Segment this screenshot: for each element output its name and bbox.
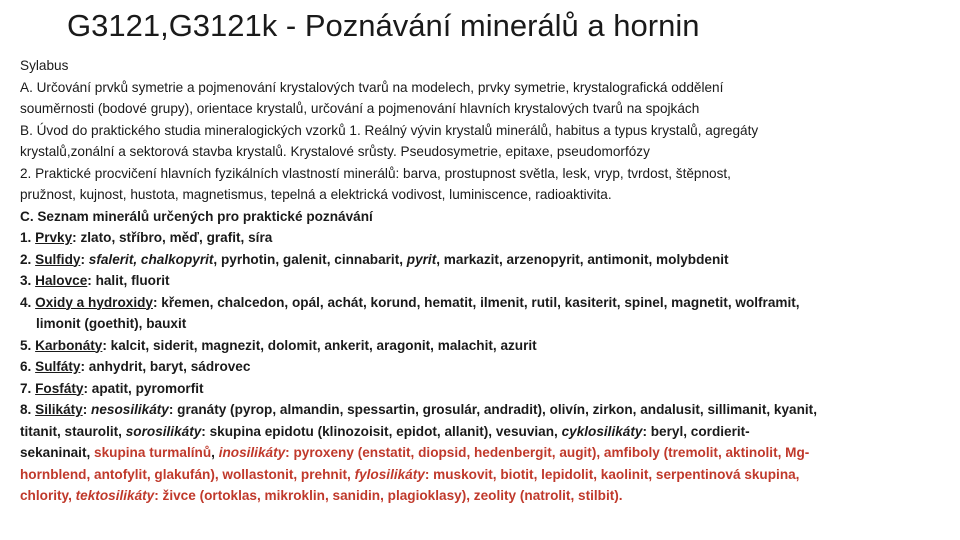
category-label-silikaty: Silikáty	[35, 402, 83, 417]
list-item-sulfidy	[20, 249, 950, 271]
section-a-line-1: A. Určování prvků symetrie a pojmenování krystalových tvarů na modelech, prvky symetrie, krystalografická oddělení	[20, 79, 724, 95]
italic-minerals: sfalerit, chalkopyrit	[88, 251, 214, 267]
section-b-line-2: krystalů,zonální a sektorová stavba krystalů. Krystalové srůsty. Pseudosymetrie, epitaxe, pseudomorfózy	[20, 144, 650, 159]
list-item-prvky	[20, 227, 950, 249]
section-b-line-1: B. Úvod do praktického studia mineralogických vzorků 1. Reálný vývin krystalů minerálů, habitus a typus krystalů, agregáty	[20, 122, 759, 138]
list-item-halovce	[20, 270, 950, 292]
mineral-list: : apatit, pyromorfit	[83, 380, 204, 396]
item-number: 8.	[20, 402, 36, 417]
mineral-list: : beryl, cordierit-	[642, 423, 750, 439]
section-a-line-2: souměrnosti (bodové grupy), orientace krystalů, určování a pojmenování hlavních krystalových tvarů na spojkách	[20, 101, 700, 116]
syllabus-label: Sylabus	[20, 58, 69, 73]
list-item-karbonaty	[20, 335, 950, 357]
page-title: G3121,G3121k - Poznávání minerálů a hornin	[67, 8, 700, 43]
mineral-list-fylo-continued: chlority,	[20, 488, 76, 503]
category-label-oxidy: Oxidy a hydroxidy	[35, 294, 153, 310]
separator: ,	[211, 445, 219, 460]
section-2-line-1: 2. Praktické procvičení hlavních fyzikálních vlastností minerálů: barva, prostupnost světla, lesk, vryp, tvrdost, štěpnost,	[20, 165, 731, 181]
subgroup-fylosilikaty: fylosilikáty	[354, 466, 425, 482]
mineral-list: , pyrhotin, galenit, cinnabarit,	[213, 251, 407, 267]
item-number: 5.	[20, 337, 36, 353]
mineral-list: : granáty (pyrop, almandin, spessartin, grosulár, andradit), olivín, zirkon, andalusit, sillimanit, kyanit,	[168, 402, 817, 417]
mineral-list: : kalcit, siderit, magnezit, dolomit, ankerit, aragonit, malachit, azurit	[102, 337, 537, 353]
list-item-oxidy	[20, 292, 950, 314]
item-number: 2.	[20, 251, 36, 267]
mineral-list: : halit, fluorit	[87, 273, 170, 288]
category-label-sulfaty: Sulfáty	[35, 359, 81, 374]
item-number: 7.	[20, 380, 36, 396]
category-label-prvky: Prvky	[35, 230, 73, 245]
subgroup-inosilikaty: inosilikáty	[218, 445, 286, 460]
mineral-list-ino: : pyroxeny (enstatit, diopsid, hedenbergit, augit), amfiboly (tremolit, aktinolit, Mg-	[285, 445, 810, 460]
mineral-list-end: , markazit, arzenopyrit, antimonit, molybdenit	[436, 251, 729, 267]
list-item-fosfaty	[20, 378, 950, 400]
mineral-list-fylo: : muskovit, biotit, lepidolit, kaolinit, serpentinová skupina,	[424, 466, 800, 482]
item-number: 3.	[20, 273, 36, 288]
list-item-sulfaty	[20, 356, 950, 378]
list-item-silikaty-line-4	[20, 464, 950, 486]
separator: :	[80, 251, 89, 267]
separator: :	[82, 402, 92, 417]
mineral-list: : křemen, chalcedon, opál, achát, korund, hematit, ilmenit, rutil, kasiterit, spinel, magnetit, wolframit,	[152, 294, 800, 310]
mineral-list: : skupina epidotu (klinozoisit, epidot, allanit), vesuvian,	[201, 423, 562, 439]
italic-mineral-pyrit: pyrit	[406, 251, 437, 267]
section-c-heading: C. Seznam minerálů určených pro praktické poznávání	[20, 208, 373, 224]
category-label-fosfaty: Fosfáty	[35, 380, 84, 396]
subgroup-nesosilikaty: nesosilikáty	[91, 402, 169, 417]
list-item-silikaty-line-5	[20, 485, 950, 507]
section-2-line-2: pružnost, kujnost, hustota, magnetismus, tepelná a elektrická vodivost, luminiscence, radioaktivita.	[20, 187, 612, 202]
mineral-list: : zlato, stříbro, měď, grafit, síra	[72, 230, 273, 245]
turmaline-group: skupina turmalínů	[94, 445, 212, 460]
mineral-list-tekto: : živce (ortoklas, mikroklin, sanidin, plagioklasy), zeolity (natrolit, stilbit).	[154, 488, 623, 503]
mineral-list: titanit, staurolit,	[20, 423, 126, 439]
list-item-silikaty	[20, 399, 950, 421]
subgroup-tektosilikaty: tektosilikáty	[75, 488, 155, 503]
syllabus-body	[20, 55, 950, 507]
item-number: 4.	[20, 294, 36, 310]
category-label-halovce: Halovce	[35, 273, 88, 288]
subgroup-sorosilikaty: sorosilikáty	[125, 423, 202, 439]
category-label-sulfidy: Sulfidy	[35, 251, 81, 267]
list-item-silikaty-line-2	[20, 421, 950, 443]
category-label-karbonaty: Karbonáty	[35, 337, 103, 353]
list-item-silikaty-line-3	[20, 442, 950, 464]
list-item-oxidy-continued: limonit (goethit), bauxit	[36, 316, 187, 331]
item-number: 6.	[20, 359, 36, 374]
mineral-list-ino-continued: hornblend, antofylit, glakufán), wollastonit, prehnit,	[20, 466, 355, 482]
subgroup-cyklosilikaty: cyklosilikáty	[561, 423, 643, 439]
mineral-list: sekaninait,	[20, 445, 95, 460]
mineral-list: : anhydrit, baryt, sádrovec	[80, 359, 251, 374]
item-number: 1.	[20, 230, 36, 245]
